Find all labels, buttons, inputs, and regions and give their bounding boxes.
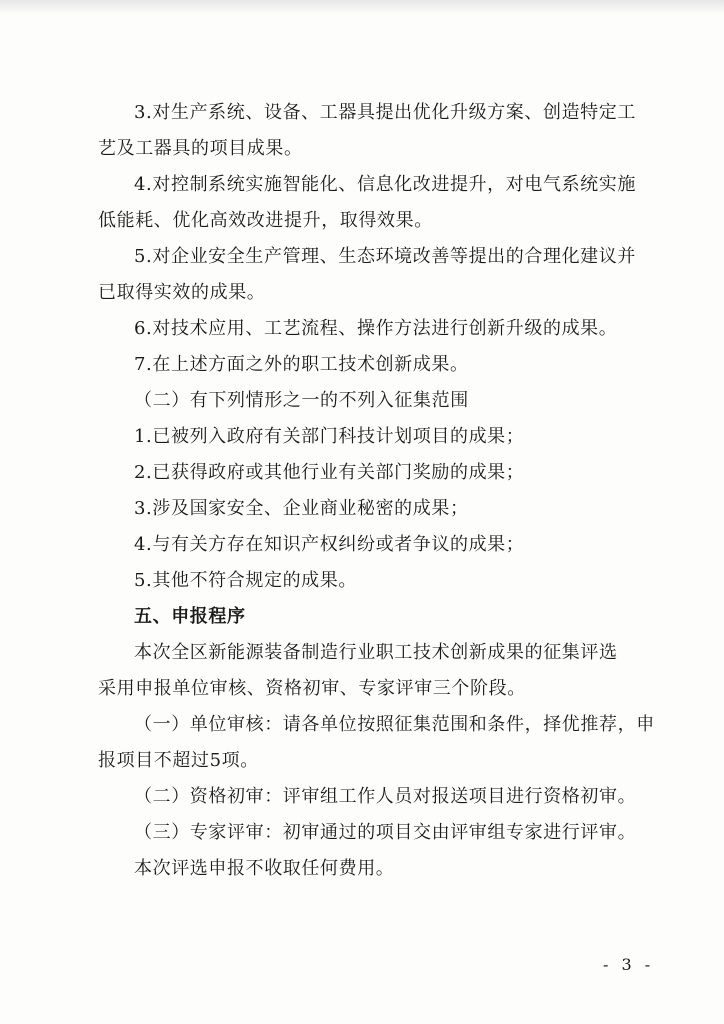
text-line: 1.已被列入政府有关部门科技计划项目的成果； — [134, 426, 525, 447]
text-line: 低能耗、优化高效改进提升，取得效果。 — [98, 210, 433, 231]
text-line: （三）专家评审：初审通过的项目交由评审组专家进行评审。 — [134, 822, 637, 843]
text-line: （一）单位审核：请各单位按照征集范围和条件，择优推荐，申 — [134, 714, 655, 735]
document-body — [98, 95, 658, 887]
page-number: - 3 - — [603, 955, 655, 974]
text-line: 5.其他不符合规定的成果。 — [134, 570, 357, 591]
text-line: 已取得实效的成果。 — [98, 282, 266, 303]
text-line: 7.在上述方面之外的职工技术创新成果。 — [134, 354, 469, 375]
text-line: 4.对控制系统实施智能化、信息化改进提升，对电气系统实施 — [134, 174, 636, 195]
text-line: 2.已获得政府或其他行业有关部门奖励的成果； — [134, 462, 525, 483]
text-line: （二）有下列情形之一的不列入征集范围 — [134, 390, 469, 411]
text-line: 本次全区新能源装备制造行业职工技术创新成果的征集评选 — [134, 642, 618, 663]
text-line: （二）资格初审：评审组工作人员对报送项目进行资格初审。 — [134, 786, 637, 807]
text-line: 4.与有关方存在知识产权纠纷或者争议的成果； — [134, 534, 525, 555]
scan-edge-shadow — [0, 0, 724, 14]
text-line: 报项目不超过5项。 — [98, 750, 259, 771]
section-heading: 五、申报程序 — [134, 606, 246, 627]
text-line: 本次评选申报不收取任何费用。 — [134, 858, 395, 879]
text-line: 采用申报单位审核、资格初审、专家评审三个阶段。 — [98, 678, 526, 699]
text-line: 3.涉及国家安全、企业商业秘密的成果； — [134, 498, 469, 519]
text-line: 5.对企业安全生产管理、生态环境改善等提出的合理化建议并 — [134, 246, 636, 267]
text-line: 3.对生产系统、设备、工器具提出优化升级方案、创造特定工 — [134, 102, 636, 123]
text-line: 6.对技术应用、工艺流程、操作方法进行创新升级的成果。 — [134, 318, 618, 339]
text-line: 艺及工器具的项目成果。 — [98, 138, 303, 159]
